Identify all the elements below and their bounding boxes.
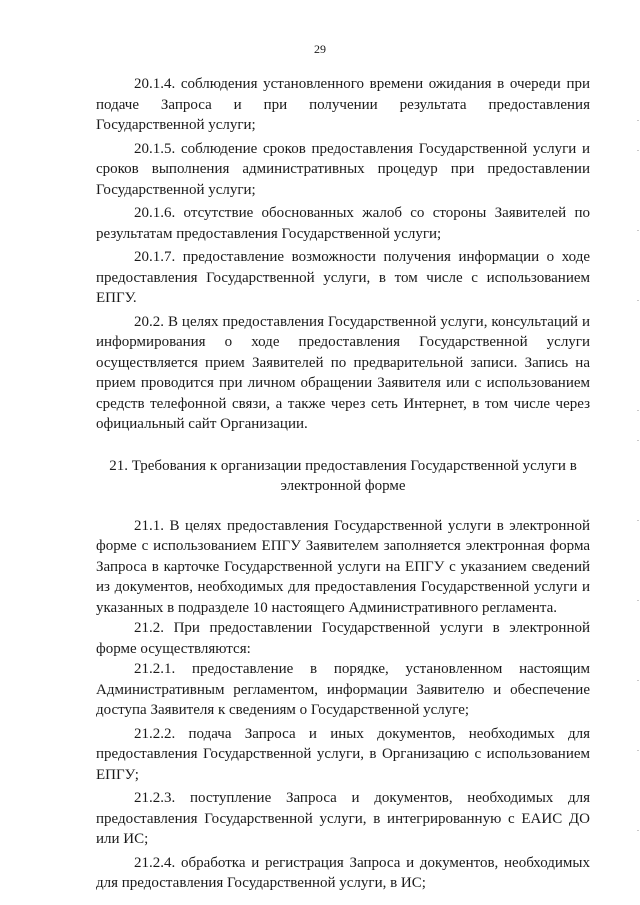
paragraph-20-1-4: 20.1.4. соблюдения установленного времени ожидания в очереди при подаче Запроса и при получении результата предоставления Государственной услуги; (96, 76, 590, 133)
paragraph-21-2-1: 21.2.1. предоставление в порядке, установленном настоящим Административным регламентом, информации Заявителю и обеспечение доступа Заявителя к сведениям о Государственной услуге; (96, 661, 590, 718)
scan-edge-marks (636, 0, 640, 905)
paragraph-20-1-6: 20.1.6. отсутствие обоснованных жалоб со стороны Заявителей по результатам предоставления Государственной услуги; (96, 205, 590, 242)
paragraph-21-1: 21.1. В целях предоставления Государственной услуги в электронной форме с использованием ЕПГУ Заявителем заполняется электронная форма Запроса в карточке Государственной услуги на ЕПГУ с указанием сведений из документов, необходимых для предоставления Государственной услуги и указанных в подразделе 10 настоящего Административного регламента. (96, 517, 590, 616)
paragraph-20-2: 20.2. В целях предоставления Государственной услуги, консультаций и информирования о ходе предоставления Государственной услуги осуществляется прием Заявителей по предварительной записи. Запись на прием проводится при личном обращении Заявителя или с использованием средств телефонной связи, а также через сеть Интернет, в том числе через официальный сайт Организации. (96, 313, 590, 432)
paragraph-21-2-3: 21.2.3. поступление Запроса и документов, необходимых для предоставления Государственной услуги, в интегрированную с ЕАИС ДО или ИС; (96, 790, 590, 847)
paragraph-20-1-7: 20.1.7. предоставление возможности получения информации о ходе предоставления Государственной услуги, в том числе с использованием ЕПГУ. (96, 249, 590, 306)
paragraph-20-1-5: 20.1.5. соблюдение сроков предоставления Государственной услуги и сроков выполнения административных процедур при предоставлении Государственной услуги; (96, 140, 590, 198)
paragraph-21-2-4: 21.2.4. обработка и регистрация Запроса и документов, необходимых для предоставления Государственной услуги, в ИС; (96, 854, 590, 891)
paragraph-21-2: 21.2. При предоставлении Государственной услуги в электронной форме осуществляются: (96, 620, 590, 657)
page-number: 29 (314, 42, 326, 56)
document-body (96, 74, 590, 894)
section-heading-21: 21. Требования к организации предоставления Государственной услуги в электронной форме (109, 457, 577, 494)
paragraph-21-2-2: 21.2.2. подача Запроса и иных документов, необходимых для предоставления Государственной услуги, в Организацию с использованием ЕПГУ; (96, 725, 590, 783)
